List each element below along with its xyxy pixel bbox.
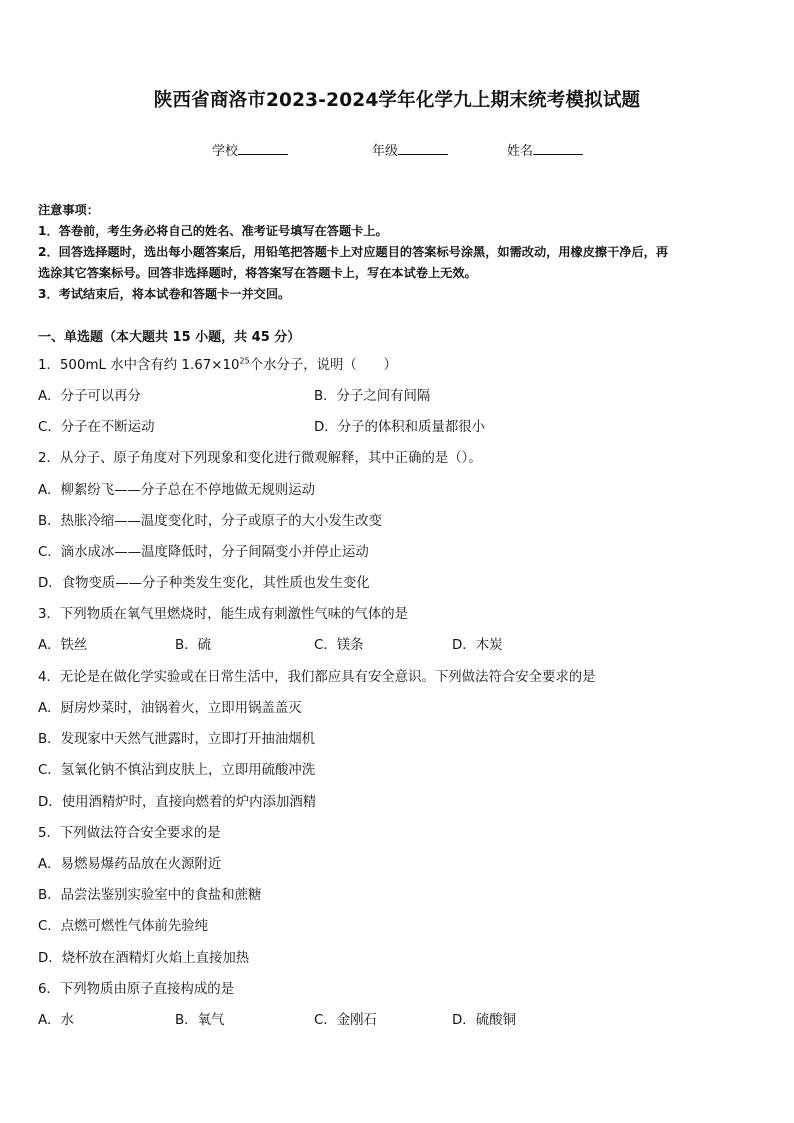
question-3-option-a: A．铁丝 [38, 638, 88, 653]
page-title: 陕西省商洛市2023-2024学年化学九上期末统考模拟试题 [153, 90, 641, 111]
question-1-stem-after: 个水分子，说明（ ） [249, 358, 397, 373]
grade-label: 年级 [372, 144, 399, 159]
question-2-stem: 2．从分子、原子角度对下列现象和变化进行微观解释，其中正确的是（）。 [38, 451, 482, 466]
question-2-option-d: D．食物变质——分子种类发生变化，其性质也发生变化 [38, 576, 370, 591]
question-2-option-b: B．热胀冷缩——温度变化时，分子或原子的大小发生改变 [38, 514, 382, 529]
question-3-stem: 3．下列物质在氧气里燃烧时，能生成有刺激性气味的气体的是 [38, 607, 409, 622]
question-6-option-d: D．硫酸铜 [452, 1013, 516, 1028]
school-blank [238, 141, 288, 155]
question-3-option-b: B．硫 [175, 638, 211, 653]
notes-item-2-line-1: 2．回答选择题时，选出每小题答案后，用铅笔把答题卡上对应题目的答案标号涂黑，如需改动，用橡皮擦干净后，再 [38, 245, 669, 259]
question-1-option-b: B．分子之间有间隔 [314, 389, 431, 404]
question-1-stem [38, 354, 397, 373]
question-1-stem-before: 1．500mL 水中含有约 1.67×10 [38, 358, 240, 373]
name-blank [533, 141, 583, 155]
question-4-option-b: B．发现家中天然气泄露时，立即打开抽油烟机 [38, 732, 315, 747]
grade-blank [398, 141, 448, 155]
school-field [212, 140, 288, 159]
question-3-option-d: D．木炭 [452, 638, 503, 653]
school-label: 学校 [212, 144, 239, 159]
question-4-stem: 4．无论是在做化学实验或在日常生活中，我们都应具有安全意识。下列做法符合安全要求的是 [38, 670, 596, 685]
question-5-stem: 5．下列做法符合安全要求的是 [38, 826, 221, 841]
question-5-option-b: B．品尝法鉴别实验室中的食盐和蔗糖 [38, 888, 262, 903]
question-4-option-d: D．使用酒精炉时，直接向燃着的炉内添加酒精 [38, 795, 317, 810]
question-5-option-a: A．易燃易爆药品放在火源附近 [38, 857, 222, 872]
question-4-option-c: C．氢氧化钠不慎沾到皮肤上，立即用硫酸冲洗 [38, 763, 316, 778]
question-2-option-c: C．滴水成冰——温度降低时，分子间隔变小并停止运动 [38, 545, 369, 560]
notes-block [38, 200, 760, 305]
question-1-option-c: C．分子在不断运动 [38, 420, 155, 435]
question-2-option-a: A．柳絮纷飞——分子总在不停地做无规则运动 [38, 483, 315, 498]
question-4-option-a: A．厨房炒菜时，油锅着火，立即用锅盖盖灭 [38, 701, 302, 716]
notes-item-1: 1．答卷前，考生务必将自己的姓名、准考证号填写在答题卡上。 [38, 224, 388, 238]
grade-field [372, 140, 448, 159]
question-1-stem-exponent: 25 [239, 356, 250, 366]
name-label: 姓名 [507, 144, 534, 159]
question-6-stem: 6．下列物质由原子直接构成的是 [38, 982, 234, 997]
question-1-option-d: D．分子的体积和质量都很小 [314, 420, 485, 435]
question-6-option-c: C．金刚石 [314, 1013, 377, 1028]
question-3-option-c: C．镁条 [314, 638, 364, 653]
notes-heading: 注意事项： [38, 203, 99, 217]
name-field [507, 140, 583, 159]
question-6-option-b: B．氧气 [175, 1013, 225, 1028]
question-5-option-d: D．烧杯放在酒精灯火焰上直接加热 [38, 951, 250, 966]
notes-item-3: 3．考试结束后，将本试卷和答题卡一并交回。 [38, 287, 291, 301]
section-heading: 一、单选题（本大题共 15 小题，共 45 分） [38, 330, 301, 345]
question-5-option-c: C．点燃可燃性气体前先验纯 [38, 919, 209, 934]
notes-item-2-line-2: 选涂其它答案标号。回答非选择题时，将答案写在答题卡上，写在本试卷上无效。 [38, 266, 477, 280]
question-1-option-a: A．分子可以再分 [38, 389, 141, 404]
question-6-option-a: A．水 [38, 1013, 74, 1028]
